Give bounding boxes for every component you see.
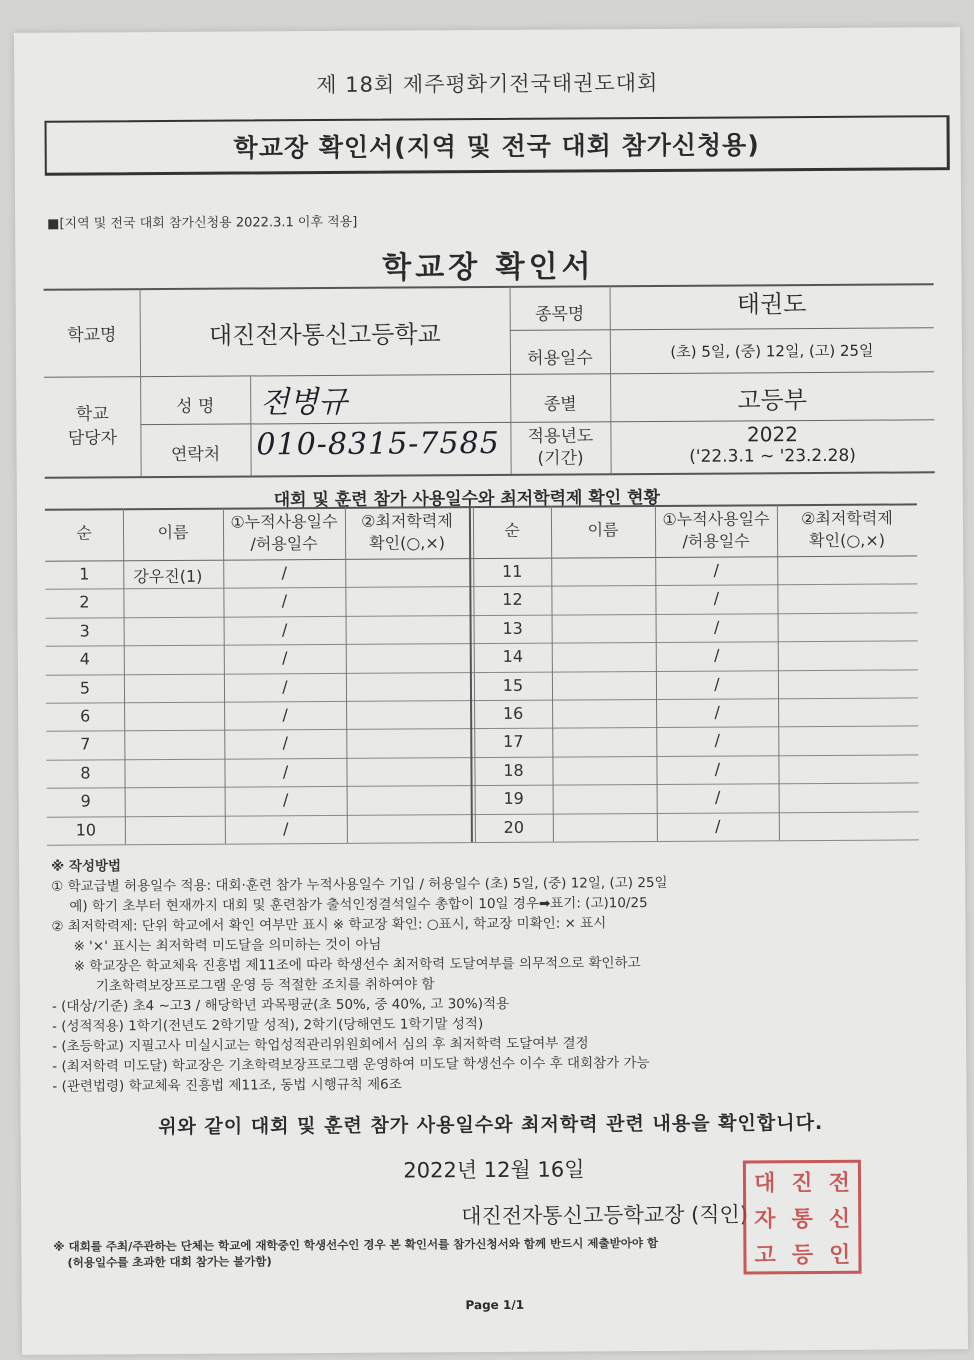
allowed-days-label: 허용일수: [527, 348, 593, 369]
row-days: /: [714, 759, 721, 779]
row-number: 6: [79, 706, 91, 726]
instruction-line: - (성적적용) 1학기(전년도 2학기말 성적), 2학기(당해연도 1학기말 성적): [51, 1016, 484, 1035]
row-check: [779, 787, 919, 788]
row-number: 5: [79, 678, 91, 698]
event-title: 제 18회 제주평화기전국태권도대회: [316, 70, 659, 98]
instruction-line: 기초학력보장프로그램 운영 등 적절한 조치를 취하여야 함: [95, 976, 435, 995]
period-year: 2022: [746, 422, 798, 447]
table-row-border: [46, 697, 918, 703]
info-bottom-border: [45, 471, 935, 478]
table-header-check: ②최저학력제 확인(○,×): [361, 511, 453, 553]
row-name: [562, 760, 656, 761]
sport-value: 태권도: [736, 290, 807, 319]
row-check: [346, 619, 470, 620]
row-check: [345, 562, 469, 563]
row-check: [777, 588, 917, 589]
applicable-note: ■[지역 및 전국 대회 참가신청용 2022.3.1 이후 적용]: [47, 214, 358, 232]
division-value: 고등부: [737, 386, 808, 415]
row-number: 8: [80, 763, 91, 783]
row-check: [347, 818, 471, 819]
main-title: 학교장 확인서: [382, 249, 595, 286]
row-check: [345, 591, 469, 592]
row-days: /: [714, 645, 720, 665]
official-seal: 대 진 전 자 통 신 고 등 인: [743, 1160, 862, 1275]
row-name: [135, 791, 225, 792]
row-days: /: [282, 790, 289, 810]
table-row-border: [46, 754, 918, 760]
row-number: 10: [75, 820, 97, 840]
row-number: 7: [80, 734, 91, 754]
info-divider-3: [510, 327, 934, 331]
table-header-check: ②최저학력제 확인(○,×): [801, 508, 893, 551]
row-name: [562, 703, 656, 704]
row-number: 12: [502, 590, 523, 610]
row-days: /: [282, 762, 289, 782]
table-header-days: ①누적사용일수 /허용일수: [230, 511, 338, 554]
instruction-line: ② 최저학력제: 단위 학교에서 확인 여부만 표시 ※ 학교장 확인: ○표시, 학교장 미확인: × 표시: [51, 915, 607, 935]
table-row-border: [46, 726, 918, 732]
row-days: /: [282, 648, 288, 668]
row-name: [134, 620, 224, 621]
table-header-name: 이름: [157, 522, 189, 543]
row-days: /: [713, 617, 720, 637]
form-title-box: [45, 115, 950, 176]
sport-label: 종목명: [535, 304, 585, 325]
row-check: [779, 815, 919, 816]
row-check: [346, 733, 470, 734]
row-name: [134, 706, 224, 707]
row-number: 4: [79, 649, 90, 669]
row-number: 18: [503, 760, 524, 780]
row-number: 17: [503, 732, 524, 752]
footer-line: (허용일수를 초과한 대회 참가는 불가함): [67, 1254, 272, 1270]
row-name: [134, 734, 224, 735]
row-check: [346, 647, 470, 648]
name-value: 전병규: [260, 384, 348, 421]
confirmation-statement: 위와 같이 대회 및 훈련 참가 사용일수와 최저학력 관련 내용을 확인합니다.: [158, 1111, 824, 1139]
row-number: 3: [79, 621, 90, 641]
row-name: [134, 677, 224, 678]
row-name: [562, 731, 656, 732]
instruction-line: - (대상/기준) 초4 ~고3 / 해당학년 과목평균(초 50%, 중 40%, 고 30%)적용: [51, 995, 510, 1015]
table-row-border: [47, 839, 919, 845]
period-range: ('22.3.1 ~ '23.2.28): [689, 445, 856, 467]
row-number: 1: [79, 564, 90, 584]
row-name: [135, 819, 225, 820]
row-number: 13: [502, 618, 523, 638]
row-days: /: [282, 733, 289, 753]
row-name: [562, 646, 656, 647]
row-name: [134, 649, 224, 650]
principal-signature: 대진전자통신고등학교장 (직인): [461, 1202, 749, 1229]
phone-value: 010-8315-7585: [256, 425, 500, 463]
row-days: /: [714, 674, 720, 694]
row-name: 강우진(1): [133, 566, 203, 587]
writing-instructions: [51, 851, 932, 1096]
row-name: [562, 675, 656, 676]
row-days: /: [714, 787, 721, 807]
row-name: [561, 561, 655, 562]
row-number: 16: [502, 703, 524, 723]
table-header-border: [45, 555, 917, 561]
row-number: 15: [502, 675, 524, 695]
row-number: 9: [80, 791, 91, 811]
footer-line: ※ 대회를 주최/주관하는 단체는 학교에 재학중인 학생선수인 경우 본 확인서를 참가신청서와 함께 반드시 제출받아야 함: [53, 1235, 659, 1254]
table-caption: 대회 및 훈련 참가 사용일수와 최저학력제 확인 현황: [273, 487, 661, 511]
row-days: /: [281, 591, 288, 611]
row-check: [347, 789, 471, 790]
instruction-line: ① 학교급별 허용일수 적용: 대회·훈련 참가 누적사용일수 기입 / 허용일수 (초) 5일, (중) 12일, (고) 25일: [51, 874, 668, 895]
row-check: [346, 676, 470, 677]
row-days: /: [713, 560, 720, 580]
row-days: /: [715, 816, 721, 836]
row-check: [778, 645, 918, 646]
row-name: [134, 762, 224, 763]
row-number: 19: [503, 788, 524, 809]
row-number: 14: [502, 646, 524, 667]
allowed-days-value: (초) 5일, (중) 12일, (고) 25일: [670, 341, 874, 361]
table-header-no: 순: [504, 520, 520, 540]
school-label: 학교명: [67, 325, 117, 346]
instruction-line: 예) 학기 초부터 현재까지 대회 및 훈련참가 출석인정결석일수 총합이 10일 경우➡표기: (고)10/25: [69, 895, 648, 915]
phone-label: 연락처: [170, 444, 221, 465]
row-name: [562, 618, 656, 619]
row-days: /: [713, 588, 720, 609]
instruction-line: - (초등학교) 지필고사 미실시교는 학업성적관리위원회에서 심의 후 최저학력 도달여부 결정: [52, 1035, 589, 1055]
contact-person-label: 학교 담당자: [67, 404, 118, 449]
form-title: 학교장 확인서(지역 및 전국 대회 참가신청용): [233, 130, 760, 163]
row-days: /: [281, 563, 288, 583]
row-number: 11: [502, 561, 523, 581]
row-check: [778, 616, 918, 617]
row-days: /: [714, 730, 721, 751]
row-check: [778, 673, 918, 674]
row-name: [561, 589, 655, 590]
row-check: [346, 761, 470, 762]
row-number: 2: [79, 592, 90, 612]
row-name: [133, 592, 223, 593]
instruction-line: ※ '×' 표시는 최저학력 미도달을 의미하는 것이 아님: [73, 936, 382, 955]
row-check: [346, 704, 470, 705]
division-label: 종별: [543, 394, 577, 415]
instruction-line: - (최저학력 미도달) 학교장은 기초학력보장프로그램 운영하여 미도달 학생선수 이수 후 대회참가 가능: [52, 1055, 650, 1075]
table-header-no: 순: [76, 523, 92, 543]
table-row-border: [47, 783, 919, 789]
instruction-line: ※ 학교장은 학교체육 진흥법 제11조에 따라 학생선수 최저학력 도달여부를 의무적으로 확인하고: [73, 955, 641, 975]
instructions-heading: ※ 작성방법: [51, 858, 122, 875]
document-page: [14, 27, 968, 1355]
row-days: /: [281, 620, 288, 640]
row-check: [777, 559, 917, 560]
instruction-line: - (관련법령) 학교체육 진흥법 제11조, 동법 시행규칙 제6조: [52, 1076, 402, 1095]
row-number: 20: [503, 817, 525, 837]
table-row-border: [46, 641, 918, 647]
school-value: 대진전자통신고등학교: [208, 320, 441, 350]
table-header-name: 이름: [587, 520, 619, 540]
table-row-border: [47, 811, 919, 817]
page-number: Page 1/1: [465, 1297, 525, 1313]
row-check: [778, 758, 918, 759]
period-label: 적용년도 (기간): [527, 426, 594, 469]
row-days: /: [282, 705, 288, 725]
row-name: [563, 817, 657, 818]
row-name: [563, 788, 657, 789]
row-days: /: [282, 676, 288, 696]
table-row-border: [46, 612, 918, 618]
row-days: /: [283, 818, 289, 838]
issue-date: 2022년 12월 16일: [403, 1157, 585, 1183]
footer-note: [53, 1233, 933, 1270]
table-header-days: ①누적사용일수 /허용일수: [662, 509, 770, 551]
table-row-border: [46, 669, 918, 675]
row-check: [778, 730, 918, 731]
name-label: 성 명: [176, 396, 215, 417]
row-days: /: [714, 702, 720, 722]
info-divider-2: [140, 422, 510, 425]
row-check: [778, 701, 918, 702]
